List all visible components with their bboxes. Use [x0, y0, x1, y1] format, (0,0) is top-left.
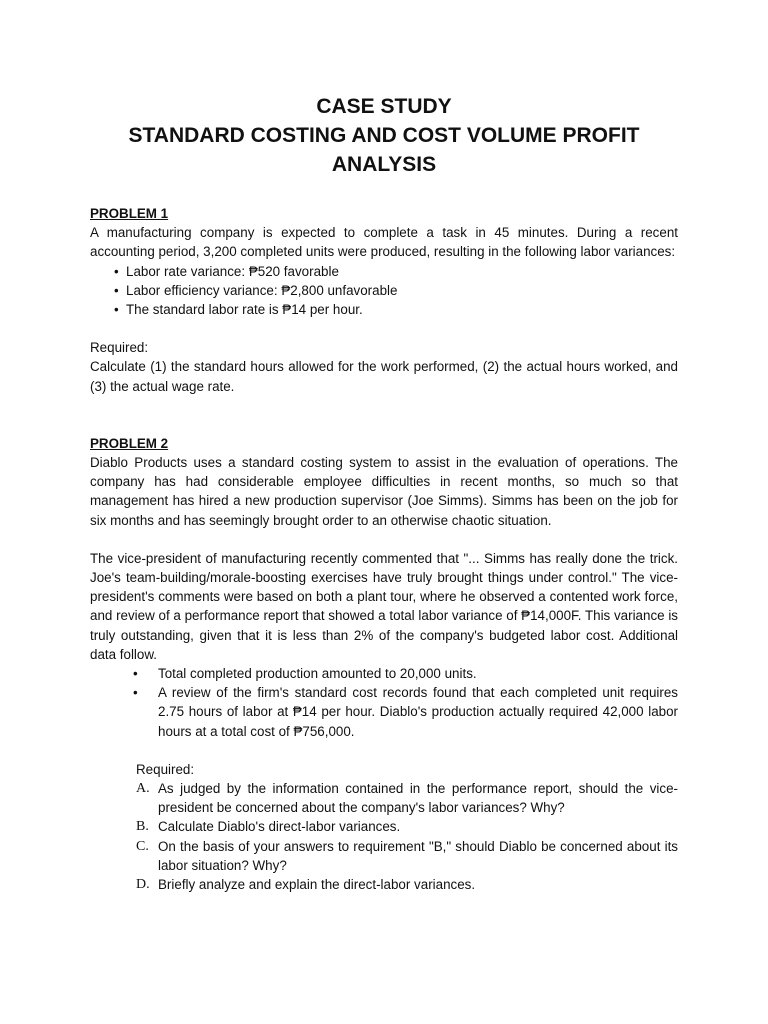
requirement-letter: A.: [136, 781, 150, 797]
requirement-item: [136, 779, 678, 817]
title-line-2: STANDARD COSTING AND COST VOLUME PROFIT: [128, 124, 640, 147]
requirement-letter: B.: [136, 819, 149, 835]
document-page: [90, 92, 678, 894]
problem-2-heading: PROBLEM 2: [90, 435, 169, 451]
title-line-3: ANALYSIS: [331, 153, 437, 176]
problem-1-intro: A manufacturing company is expected to complete a task in 45 minutes. During a recent accounting period, 3,200 completed units were produced, resulting in the following labor variances:: [90, 225, 678, 260]
problem-2-paragraph-2: The vice-president of manufacturing recently commented that "... Simms has really done the trick. Joe's team-building/morale-boosting exercises have truly brought things under control." The vice-president's comments were based on both a plant tour, where he observed a contented work force, and review of a performance report that showed a total labor variance of ₱14,000F. This variance is truly outstanding, given that it is less than 2% of the company's budgeted labor cost. Additional data follow.: [90, 550, 678, 662]
problem-2-bullet-list: [90, 664, 678, 741]
list-item: • The standard labor rate is ₱14 per hour.: [90, 300, 678, 319]
requirement-text: As judged by the information contained in the performance report, should the vice-president be concerned about the company's labor variances? Why?: [158, 781, 678, 816]
list-item: • Labor efficiency variance: ₱2,800 unfavorable: [90, 281, 678, 300]
problem-2-paragraph-1: Diablo Products uses a standard costing system to assist in the evaluation of operations. The company has had considerable employee difficulties in recent months, so much so that management has hired a new production supervisor (Joe Simms). Simms has been on the job for six months and has seemingly brought order to an otherwise chaotic situation.: [90, 455, 678, 528]
problem-1-heading: PROBLEM 1: [90, 206, 169, 221]
problem-2-requirements-list: [136, 779, 678, 894]
requirement-text: On the basis of your answers to requirement "B," should Diablo be concerned about its labor situation? Why?: [158, 838, 678, 873]
requirement-item: [136, 817, 678, 836]
problem-2-required-block: [90, 760, 678, 894]
requirement-item: [136, 875, 678, 894]
problem-2-section: [90, 434, 678, 894]
requirement-text: Briefly analyze and explain the direct-labor variances.: [158, 877, 476, 893]
title-line-1: CASE STUDY: [316, 95, 452, 118]
list-item: • Total completed production amounted to 20,000 units.: [90, 664, 678, 683]
requirement-text: Calculate Diablo's direct-labor variances.: [158, 819, 401, 835]
requirement-letter: D.: [136, 877, 150, 893]
problem-1-bullet-list: [90, 262, 678, 320]
problem-1-required-label: Required:: [90, 340, 149, 356]
problem-1-required-text: Calculate (1) the standard hours allowed for the work performed, (2) the actual hours worked, and (3) the actual wage rate.: [90, 359, 678, 394]
document-title: [78, 92, 690, 179]
problem-2-required-label: Required:: [136, 761, 195, 777]
problem-1-section: [90, 204, 678, 396]
requirement-item: [136, 837, 678, 875]
list-item: • Labor rate variance: ₱520 favorable: [90, 262, 678, 281]
requirement-letter: C.: [136, 838, 149, 854]
list-item: • A review of the firm's standard cost records found that each completed unit requires 2.75 hours of labor at ₱14 per hour. Diablo's production actually required 42,000 labor hours at a total cost of ₱756,000.: [90, 683, 678, 741]
